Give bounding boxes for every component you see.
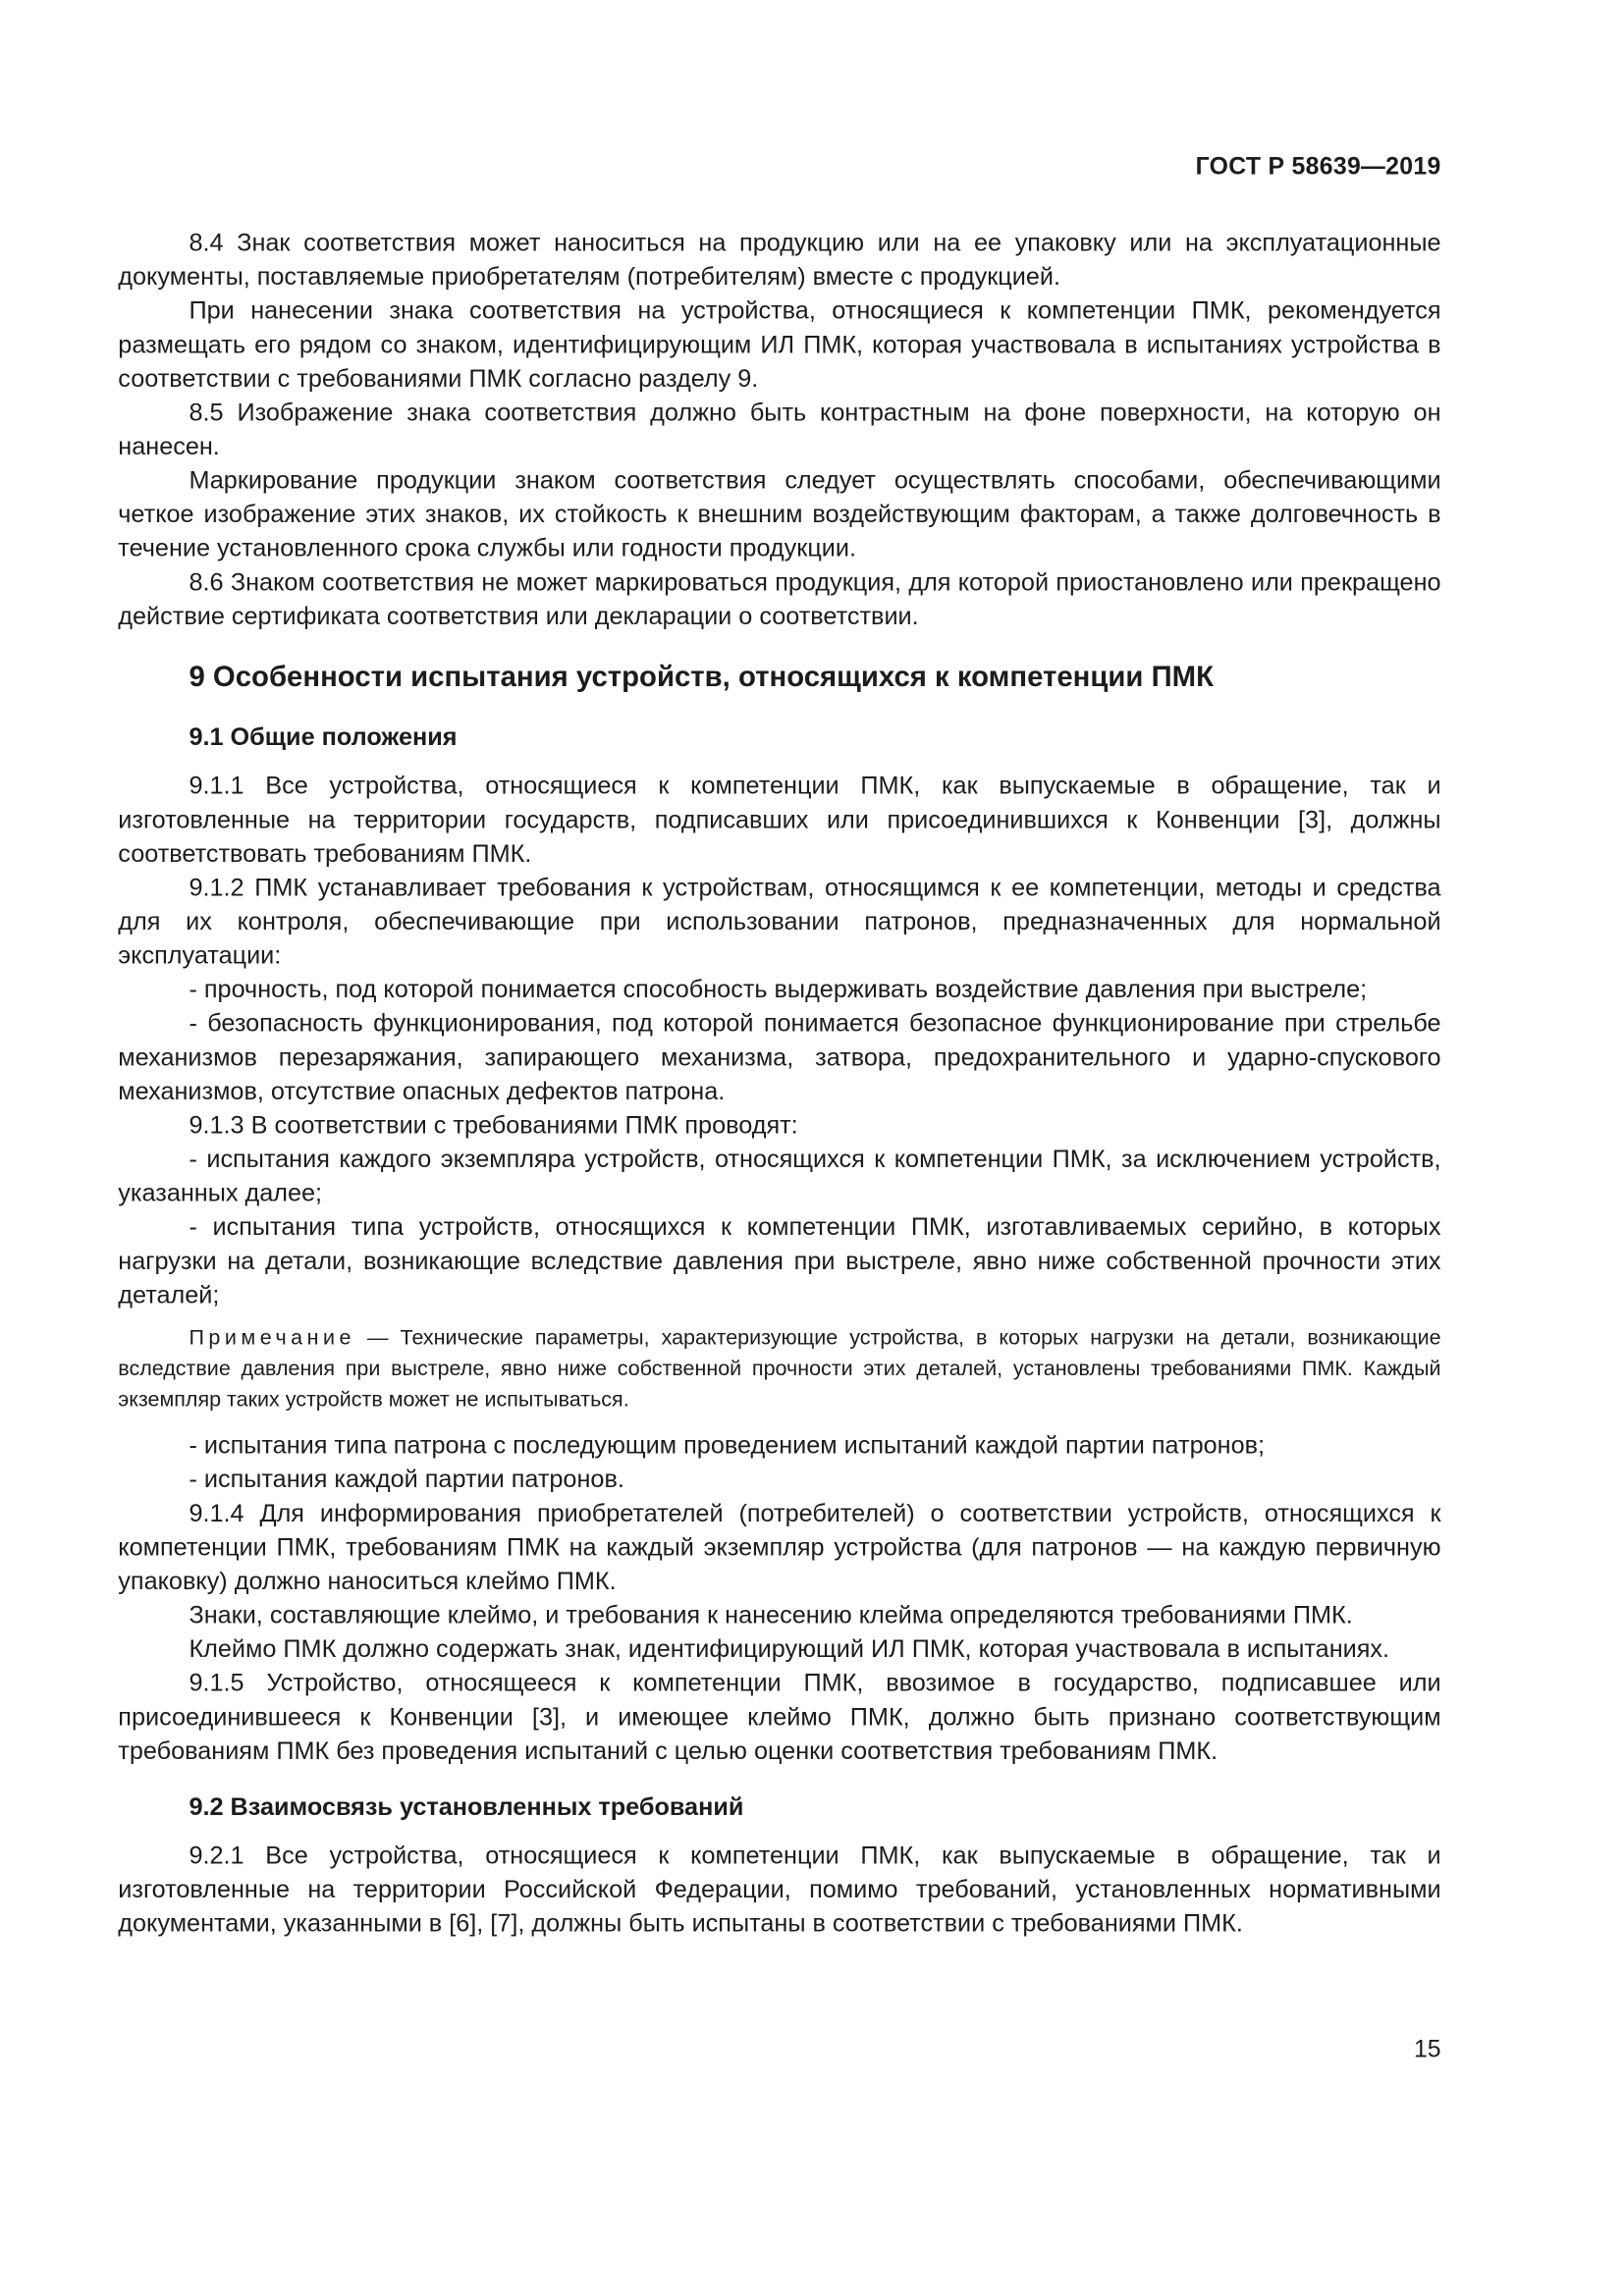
paragraph-8-5-cont: Маркирование продукции знаком соответствия следует осуществлять способами, обеспечивающими четкое изображение этих знаков, их стойкость к внешним воздействующим факторам, а также долговечность в течение установленного срока службы или годности продукции. [118,466,1441,562]
paragraph-8-4-cont: При нанесении знака соответствия на устройства, относящиеся к компетенции ПМК, рекомендуется размещать его рядом со знаком, идентифицирующим ИЛ ПМК, которая участвовала в испытаниях устройства в соответствии с требованиями ПМК согласно разделу 9. [118,296,1441,393]
paragraph-8-6: 8.6 Знаком соответствия не может маркироваться продукция, для которой приостановлено или прекращено действие сертификата соответствия или декларации о соответствии. [118,567,1441,630]
subsection-9-1-heading: 9.1 Общие положения [189,722,458,752]
section-9-heading: 9 Особенности испытания устройств, относящихся к компетенции ПМК [189,661,1215,694]
list-item-safety: - безопасность функционирования, под которой понимается безопасное функционирование при стрельбе механизмов перезаряжания, запирающего механизма, затвора, предохранительного и ударно-спускового механизмов, отсутствие опасных дефектов патрона. [118,1009,1441,1105]
document-code-header: ГОСТ Р 58639—2019 [1195,153,1441,181]
paragraph-8-5: 8.5 Изображение знака соответствия должно быть контрастным на фоне поверхности, на которую он нанесен. [118,398,1441,461]
list-item-cartridge-type-test: - испытания типа патрона с последующим проведением испытаний каждой партии патронов; [189,1431,1266,1460]
list-item-type-test: - испытания типа устройств, относящихся к компетенции ПМК, изготавливаемых серийно, в которых нагрузки на детали, возникающие вследствие давления при выстреле, явно ниже собственной прочности этих деталей; [118,1212,1441,1309]
list-item-each-unit-test: - испытания каждого экземпляра устройств, относящихся к компетенции ПМК, за исключением устройств, указанных далее; [118,1145,1441,1207]
paragraph-9-1-4: 9.1.4 Для информирования приобретателей (потребителей) о соответствии устройств, относящихся к компетенции ПМК, требованиям ПМК на каждый экземпляр устройства (для патронов — на каждую первичную упаковку) должно наноситься клеймо ПМК. [118,1499,1441,1595]
note-block [118,1323,1440,1416]
note-text: — Технические параметры, характеризующие устройства, в которых нагрузки на детали, возникающие вследствие давления при выстреле, явно ниже собственной прочности этих деталей, установлены требованиями ПМК. Каждый экземпляр таких устройств может не испытываться. [118,1326,1441,1413]
paragraph-9-1-4-marks: Знаки, составляющие клеймо, и требования к нанесению клейма определяются требованиями ПМК. [189,1600,1353,1629]
paragraph-8-4: 8.4 Знак соответствия может наноситься на продукцию или на ее упаковку или на эксплуатационные документы, поставляемые приобретателям (потребителям) вместе с продукцией. [118,228,1441,292]
page-number: 15 [1413,2036,1441,2063]
paragraph-9-1-4-stamp: Клеймо ПМК должно содержать знак, идентифицирующий ИЛ ПМК, которая участвовала в испытаниях. [189,1634,1390,1664]
paragraph-9-1-5: 9.1.5 Устройство, относящееся к компетенции ПМК, ввозимое в государство, подписавшее или присоединившееся к Конвенции [3], и имеющее клеймо ПМК, должно быть признано соответствующим требованиям ПМК без проведения испытаний с целью оценки соответствия требованиям ПМК. [118,1669,1441,1765]
list-item-cartridge-batch-test: - испытания каждой партии патронов. [189,1465,624,1494]
subsection-9-2-heading: 9.2 Взаимосвязь установленных требований [189,1792,744,1821]
list-item-strength: - прочность, под которой понимается способность выдерживать воздействие давления при выстреле; [189,975,1368,1004]
paragraph-9-1-2: 9.1.2 ПМК устанавливает требования к устройствам, относящимся к ее компетенции, методы и средства для их контроля, обеспечивающие при использовании патронов, предназначенных для нормальной эксплуатации: [118,873,1441,970]
paragraph-9-1-1: 9.1.1 Все устройства, относящиеся к компетенции ПМК, как выпускаемые в обращение, так и изготовленные на территории государств, подписавших или присоединившихся к Конвенции [3], должны соответствовать требованиям ПМК. [118,772,1441,868]
paragraph-9-2-1: 9.2.1 Все устройства, относящиеся к компетенции ПМК, как выпускаемые в обращение, так и изготовленные на территории Российской Федерации, помимо требований, установленных нормативными документами, указанными в [6], [7], должны быть испытаны в соответствии с требованиями ПМК. [118,1842,1441,1938]
paragraph-9-1-3: 9.1.3 В соответствии с требованиями ПМК проводят: [189,1110,798,1140]
note-label: Примечание [189,1326,356,1351]
page-body [118,226,1440,1941]
